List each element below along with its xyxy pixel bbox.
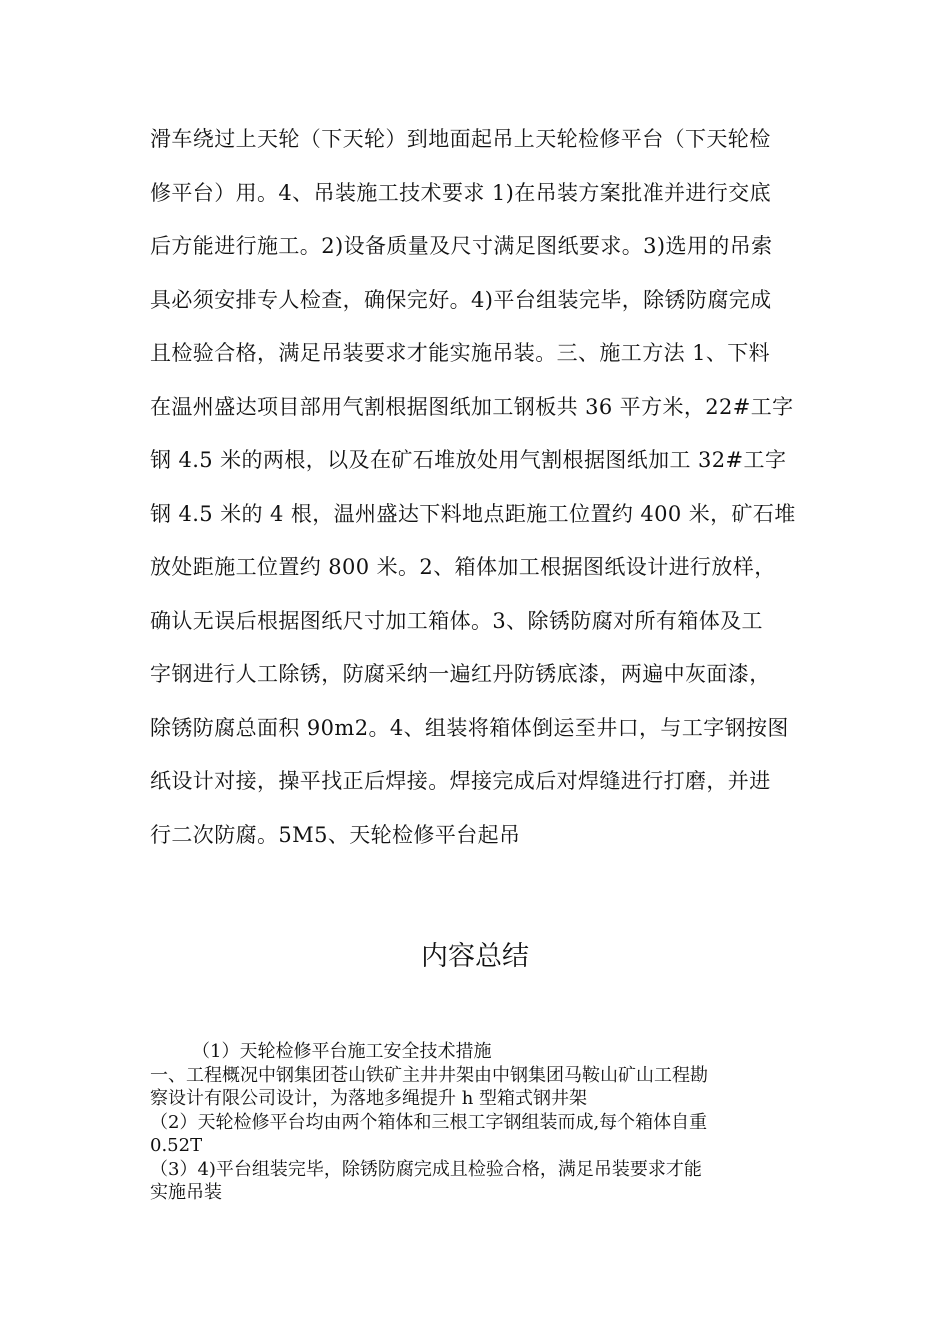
- body-line: 且检验合格，满足吊装要求才能实施吊装。三、施工方法 1、下料: [150, 341, 771, 365]
- body-line: 放处距施工位置约 800 米。2、箱体加工根据图纸设计进行放样，: [150, 555, 776, 579]
- body-line: 钢 4.5 米的 4 根，温州盛达下料地点距施工位置约 400 米，矿石堆: [150, 501, 796, 526]
- summary-line: （1）天轮检修平台施工安全技术措施: [192, 1041, 492, 1062]
- body-line: 确认无误后根据图纸尺寸加工箱体。3、除锈防腐对所有箱体及工: [150, 608, 763, 633]
- summary-line: 一、工程概况中钢集团苍山铁矿主井井架由中钢集团马鞍山矿山工程勘: [150, 1064, 708, 1086]
- body-line: 修平台）用。4、吊装施工技术要求 1)在吊装方案批准并进行交底: [150, 180, 771, 205]
- body-line: 钢 4.5 米的两根，以及在矿石堆放处用气割根据图纸加工 32#工字: [150, 448, 787, 472]
- summary-title: 内容总结: [421, 941, 529, 972]
- body-line: 后方能进行施工。2)设备质量及尺寸满足图纸要求。3)选用的吊索: [150, 234, 773, 258]
- body-line: 滑车绕过上天轮（下天轮）到地面起吊上天轮检修平台（下天轮检: [150, 127, 771, 151]
- body-line: 在温州盛达项目部用气割根据图纸加工钢板共 36 平方米，22#工字: [150, 394, 794, 419]
- summary-line: 实施吊装: [150, 1182, 222, 1203]
- summary-text: [150, 1040, 810, 1205]
- body-line: 行二次防腐。5M5、天轮检修平台起吊: [150, 822, 521, 847]
- body-text: [150, 113, 810, 862]
- body-line: 纸设计对接，操平找正后焊接。焊接完成后对焊缝进行打磨，并进: [150, 769, 771, 793]
- body-line: 除锈防腐总面积 90m2。4、组装将箱体倒运至井口，与工字钢按图: [150, 715, 789, 740]
- summary-line: 0.52T: [150, 1135, 203, 1156]
- summary-line: （2）天轮检修平台均由两个箱体和三根工字钢组装而成,每个箱体自重: [150, 1111, 708, 1133]
- body-line: 字钢进行人工除锈，防腐采纳一遍红丹防锈底漆，两遍中灰面漆，: [150, 662, 771, 686]
- summary-line: （3）4)平台组装完毕，除锈防腐完成且检验合格，满足吊装要求才能: [150, 1158, 702, 1180]
- body-line: 具必须安排专人检查，确保完好。4)平台组装完毕，除锈防腐完成: [150, 287, 772, 312]
- summary-line: 察设计有限公司设计，为落地多绳提升 h 型箱式钢井架: [150, 1088, 588, 1109]
